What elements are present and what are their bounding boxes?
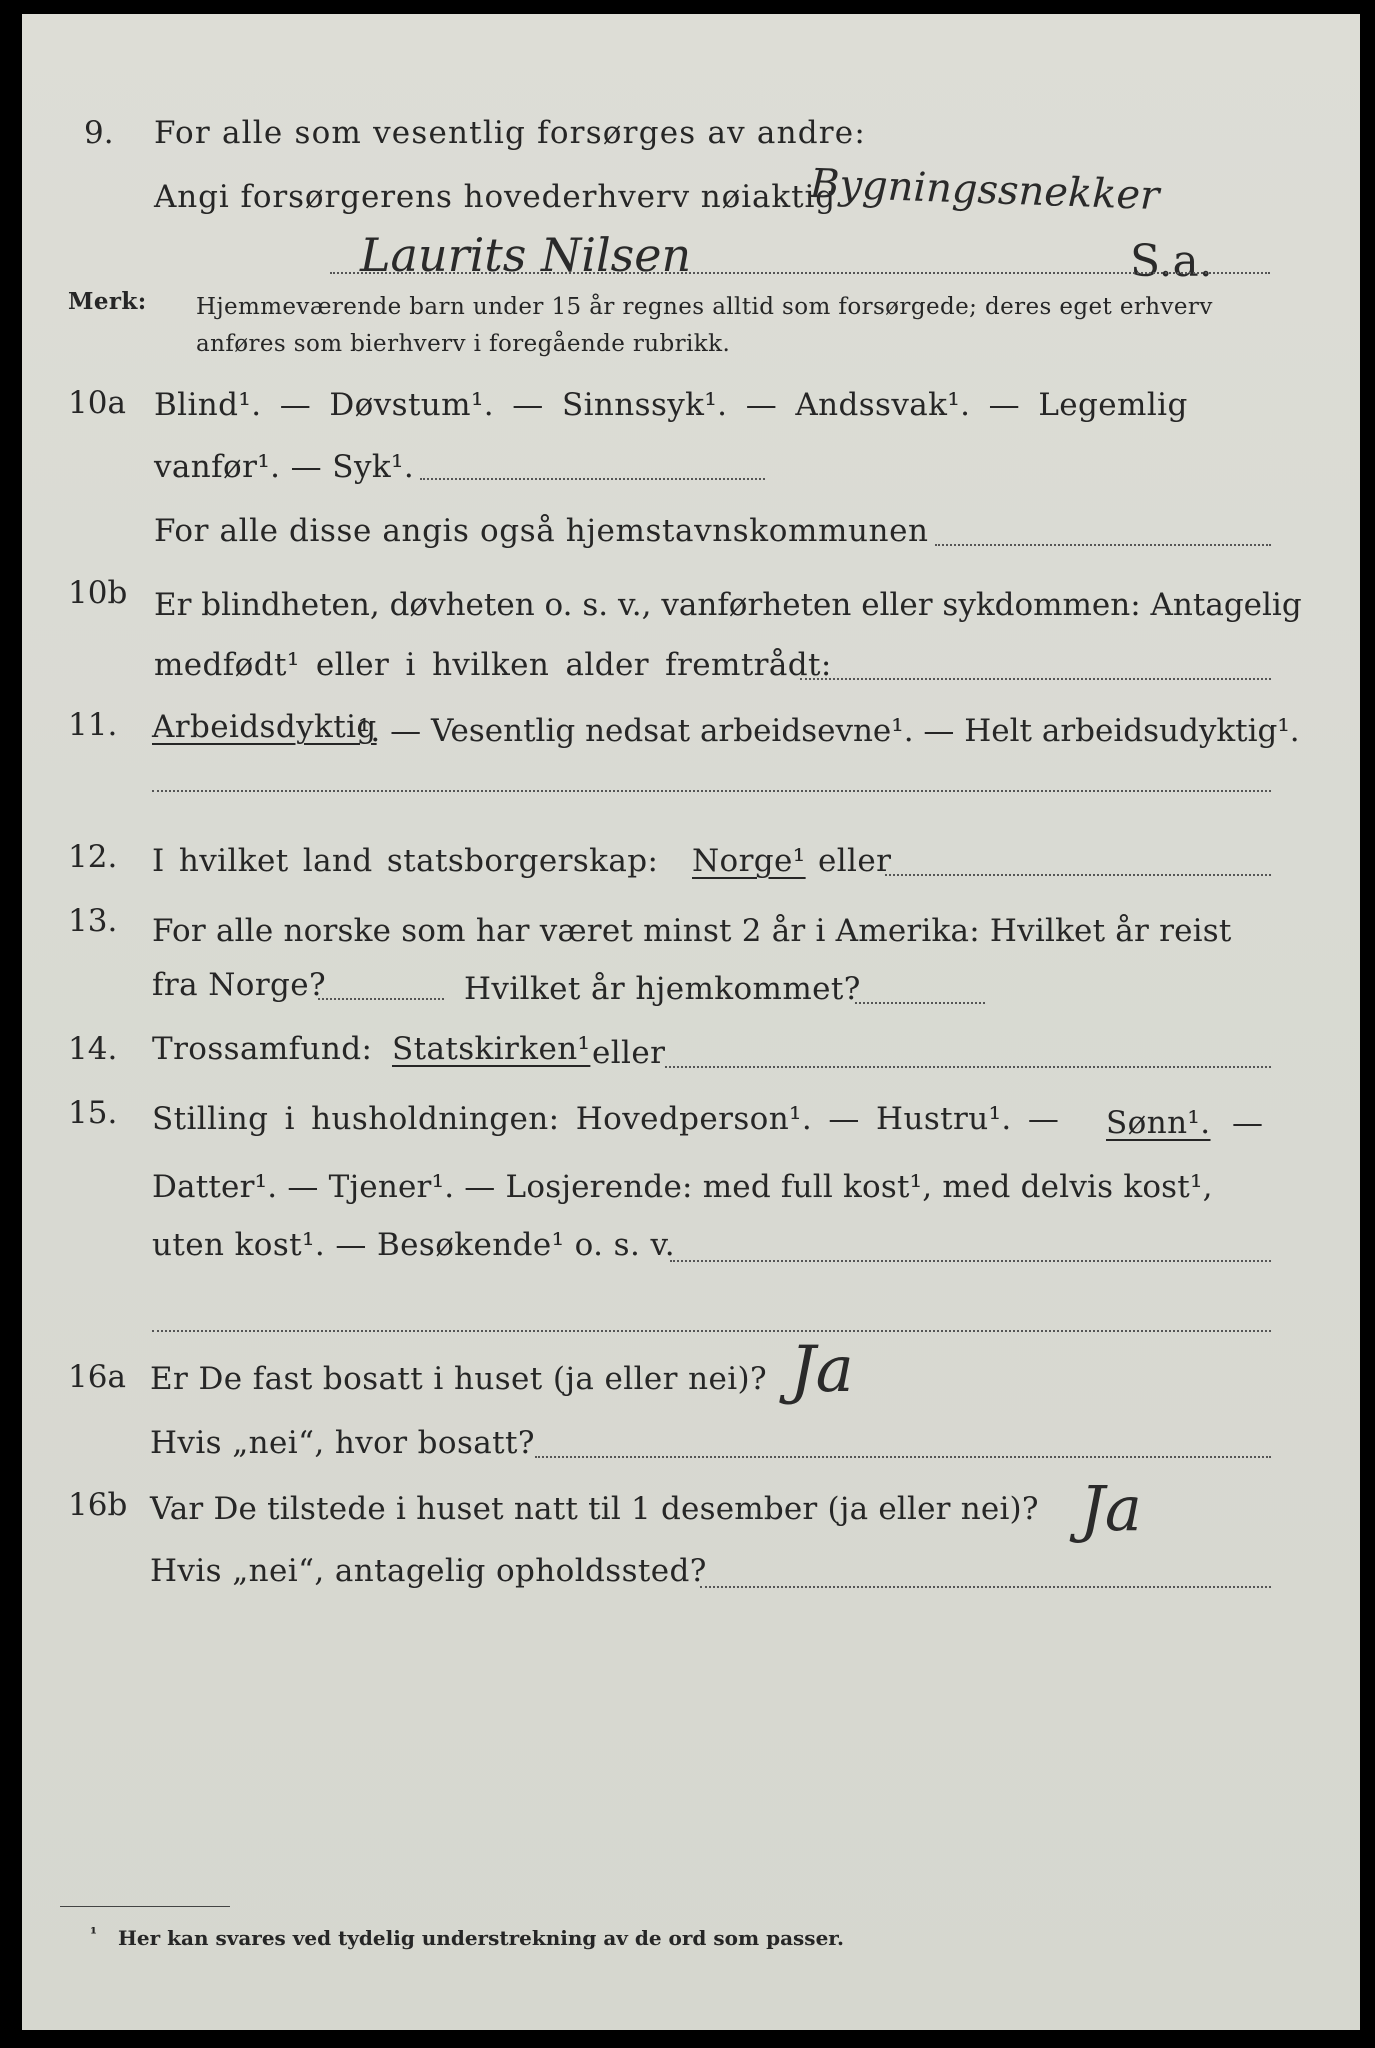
- q13-line2b: Hvilket år hjemkommet?: [464, 971, 861, 1007]
- footnote-text: Her kan svares ved tydelig understrekning av de ord som passer.: [118, 1926, 844, 1950]
- q13-reist-answer-line: [318, 998, 444, 1000]
- q15-line3: uten kost¹. — Besøkende¹ o. s. v.: [152, 1227, 675, 1263]
- q16b-number: 16b: [68, 1487, 128, 1523]
- q15-answer-line-2: [152, 1330, 1271, 1332]
- q14-answer-line: [665, 1066, 1271, 1068]
- q10b-line1: Er blindheten, døvheten o. s. v., vanførheten eller sykdommen: Antagelig: [154, 587, 1302, 623]
- q10a-syk-answer-line: [420, 478, 765, 480]
- q14-tail: eller: [592, 1035, 666, 1071]
- q10b-answer-line: [800, 678, 1271, 680]
- q9-handwritten-name: Laurits Nilsen: [360, 228, 692, 282]
- q13-hjemkommet-answer-line: [855, 1002, 985, 1004]
- footnote-rule: [60, 1906, 230, 1907]
- q14-option-statskirken: Statskirken¹: [392, 1031, 591, 1067]
- q15-option-sonn: Sønn¹.: [1106, 1105, 1211, 1141]
- q15-line2: Datter¹. — Tjener¹. — Losjerende: med full kost¹, med delvis kost¹,: [152, 1169, 1213, 1205]
- q13-line2a: fra Norge?: [152, 967, 327, 1003]
- q10a-number: 10a: [68, 385, 126, 421]
- q16a-line2: Hvis „nei“, hvor bosatt?: [150, 1425, 535, 1461]
- q9-line1: For alle som vesentlig forsørges av andre:: [154, 115, 866, 151]
- q13-line1: For alle norske som har været minst 2 år i Amerika: Hvilket år reist: [152, 913, 1232, 949]
- q16b-answer-line: [700, 1586, 1271, 1588]
- q9-answer-line: [330, 272, 1270, 274]
- q12-tail: eller: [818, 843, 892, 879]
- q16a-number: 16a: [68, 1359, 126, 1395]
- merk-label: Merk:: [68, 288, 147, 315]
- merk-line2: anføres som bierhverv i foregående rubrikk.: [196, 331, 731, 357]
- q16b-handwritten-answer: Ja: [1080, 1472, 1142, 1545]
- q9-handwritten-occupation: Bygningssnekker: [809, 160, 1160, 220]
- q14-number: 14.: [68, 1031, 118, 1067]
- footnote-mark: ¹: [90, 1924, 98, 1943]
- q11-option-arbeidsdyktig: Arbeidsdyktig: [152, 709, 377, 745]
- q12-text: I hvilket land statsborgerskap:: [152, 843, 659, 879]
- q13-number: 13.: [68, 903, 118, 939]
- q15-line1: Stilling i husholdningen: Hovedperson¹. — Hustru¹. —: [152, 1101, 1060, 1137]
- q12-option-norge: Norge¹: [692, 843, 806, 879]
- q14-text: Trossamfund:: [152, 1031, 373, 1067]
- q16a-line1: Er De fast bosatt i huset (ja eller nei)?: [150, 1361, 768, 1397]
- q9-number: 9.: [84, 115, 114, 151]
- q11-options-rest: ¹. — Vesentlig nedsat arbeidsevne¹. — Helt arbeidsudyktig¹.: [358, 713, 1300, 749]
- q10a-line3: For alle disse angis også hjemstavnskommunen: [154, 513, 929, 549]
- q9-line2: Angi forsørgerens hovederhverv nøiaktig: [154, 179, 837, 215]
- q10a-line2: vanfør¹. — Syk¹.: [154, 449, 415, 485]
- q12-number: 12.: [68, 839, 118, 875]
- q10a-kommune-answer-line: [935, 544, 1271, 546]
- q10b-line2: medfødt¹ eller i hvilken alder fremtrådt:: [154, 647, 832, 683]
- q15-answer-line-1: [670, 1260, 1271, 1262]
- q16b-line1: Var De tilstede i huset natt til 1 desember (ja eller nei)?: [150, 1491, 1039, 1527]
- q10b-number: 10b: [68, 575, 128, 611]
- q16a-handwritten-answer: Ja: [790, 1333, 854, 1407]
- q12-answer-line: [885, 874, 1271, 876]
- q16b-line2: Hvis „nei“, antagelig opholdssted?: [150, 1553, 707, 1589]
- q11-number: 11.: [68, 707, 118, 743]
- q16a-answer-line: [535, 1456, 1271, 1458]
- q9-handwritten-sa: S.a.: [1130, 236, 1213, 287]
- merk-line1: Hjemmeværende barn under 15 år regnes alltid som forsørgede; deres eget erhverv: [196, 294, 1213, 320]
- q15-line1-dash: —: [1232, 1105, 1264, 1141]
- q15-number: 15.: [68, 1095, 118, 1131]
- q10a-line1: Blind¹. — Døvstum¹. — Sinnssyk¹. — Andssvak¹. — Legemlig: [154, 387, 1188, 423]
- q11-answer-line: [152, 790, 1271, 792]
